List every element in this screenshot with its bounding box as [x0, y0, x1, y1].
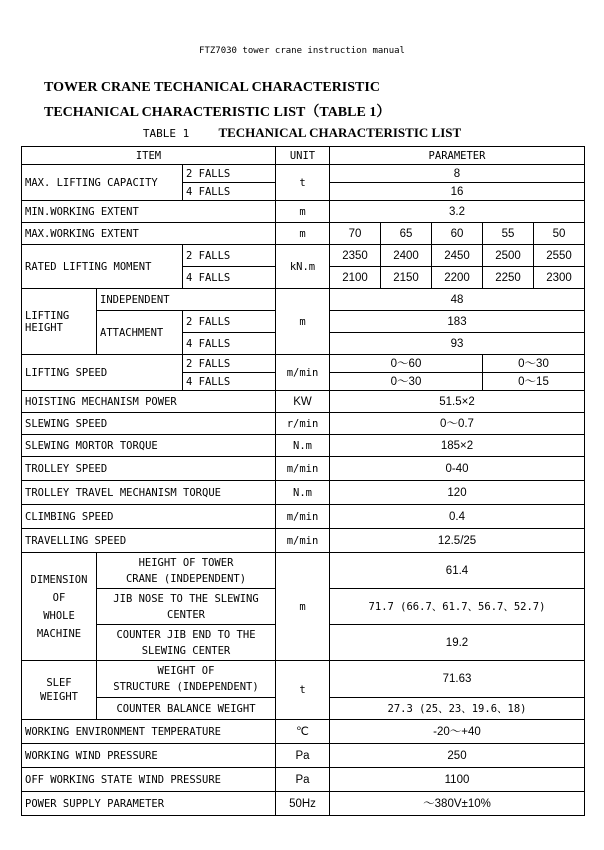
sub-label-line: WEIGHT OF — [157, 665, 215, 677]
unit-cell: m/min — [276, 355, 330, 391]
row-label: TRAVELLING SPEED — [22, 529, 276, 553]
row-label: LIFTING SPEED — [22, 355, 183, 391]
value-cell: 8 — [330, 165, 585, 183]
value-cell: 2300 — [534, 267, 585, 289]
row-label-line: LIFTING — [25, 309, 70, 322]
row-label: MIN.WORKING EXTENT — [22, 201, 276, 223]
row-label-line: OF — [52, 591, 66, 604]
value-cell: 48 — [330, 289, 585, 311]
unit-cell: 50Hz — [276, 792, 330, 816]
row-label: SLEWING MORTOR TORQUE — [22, 435, 276, 457]
value-cell: 2150 — [381, 267, 432, 289]
unit-cell: Pa — [276, 768, 330, 792]
row-label: MAX.WORKING EXTENT — [22, 223, 276, 245]
row-label-line: WHOLE — [43, 609, 75, 622]
table-row — [22, 223, 585, 245]
value-cell: 1100 — [330, 768, 585, 792]
row-label-line: HEIGHT — [25, 321, 63, 334]
table-row — [22, 792, 585, 816]
value-cell: 2350 — [330, 245, 381, 267]
value-cell: 3.2 — [330, 201, 585, 223]
table-row — [22, 553, 585, 589]
row-label — [22, 661, 97, 720]
value-cell: 120 — [330, 481, 585, 505]
unit-cell: m — [276, 289, 330, 355]
unit-cell: m/min — [276, 529, 330, 553]
value-cell: -20～+40 — [330, 720, 585, 744]
sub-label-line: CENTER — [167, 608, 205, 621]
falls-label: 4 FALLS — [183, 267, 276, 289]
unit-cell: kN.m — [276, 245, 330, 289]
characteristics-table — [21, 146, 585, 816]
table-row — [22, 481, 585, 505]
sub-label — [97, 661, 276, 698]
sub-label-line: COUNTER JIB END TO THE — [116, 628, 256, 641]
value-cell: 19.2 — [330, 625, 585, 661]
value-cell: 2550 — [534, 245, 585, 267]
unit-cell: KW — [276, 391, 330, 413]
falls-label: 2 FALLS — [183, 355, 276, 373]
table-row — [22, 201, 585, 223]
row-label: TROLLEY SPEED — [22, 457, 276, 481]
table-row — [22, 505, 585, 529]
row-label: SLEWING SPEED — [22, 413, 276, 435]
table-row — [22, 413, 585, 435]
table-row — [22, 768, 585, 792]
unit-cell: r/min — [276, 413, 330, 435]
value-cell: 250 — [330, 744, 585, 768]
table-row — [22, 165, 585, 183]
value-cell: 2450 — [432, 245, 483, 267]
sub-label-line: CRANE (INDEPENDENT) — [125, 572, 247, 585]
table-row — [22, 289, 585, 311]
value-cell: 61.4 — [330, 553, 585, 589]
table-row — [22, 457, 585, 481]
unit-cell: m — [276, 223, 330, 245]
row-label: POWER SUPPLY PARAMETER — [22, 792, 276, 816]
value-cell: ～380V±10% — [330, 792, 585, 816]
col-unit: UNIT — [276, 147, 330, 165]
col-parameter: PARAMETER — [330, 147, 585, 165]
sub-label: ATTACHMENT — [97, 311, 183, 355]
table-row — [22, 391, 585, 413]
value-cell: 0～30 — [330, 373, 483, 391]
row-label-line: WEIGHT — [40, 691, 78, 703]
unit-cell: N.m — [276, 435, 330, 457]
value-cell: 71.63 — [330, 661, 585, 698]
table-row — [22, 529, 585, 553]
falls-label: 2 FALLS — [183, 165, 276, 183]
table-row — [22, 435, 585, 457]
table-row — [22, 720, 585, 744]
value-cell: 0～60 — [330, 355, 483, 373]
table-row — [22, 355, 585, 373]
table-caption — [0, 125, 604, 141]
table-title: TECHANICAL CHARACTERISTIC LIST — [218, 125, 462, 140]
page-header: FTZ7030 tower crane instruction manual — [199, 46, 405, 56]
value-cell: 55 — [483, 223, 534, 245]
sub-label-line: SLEWING CENTER — [141, 644, 231, 657]
value-cell: 2200 — [432, 267, 483, 289]
value-cell: 0.4 — [330, 505, 585, 529]
unit-cell: ℃ — [276, 720, 330, 744]
row-label-line: SLEF — [46, 677, 72, 689]
row-label: OFF WORKING STATE WIND PRESSURE — [22, 768, 276, 792]
value-cell: 16 — [330, 183, 585, 201]
unit-cell: m — [276, 553, 330, 661]
value-cell: 70 — [330, 223, 381, 245]
row-label-line: MACHINE — [36, 627, 82, 640]
row-label: RATED LIFTING MOMENT — [22, 245, 183, 289]
row-label: WORKING ENVIRONMENT TEMPERATURE — [22, 720, 276, 744]
sub-label — [97, 553, 276, 589]
table-row — [22, 661, 585, 698]
value-cell: 71.7 (66.7、61.7、56.7、52.7) — [330, 589, 585, 625]
value-cell: 2400 — [381, 245, 432, 267]
falls-label: 2 FALLS — [183, 311, 276, 333]
unit-cell: m — [276, 201, 330, 223]
header-row — [22, 147, 585, 165]
value-cell: 0-40 — [330, 457, 585, 481]
value-cell: 2250 — [483, 267, 534, 289]
sub-label: COUNTER BALANCE WEIGHT — [97, 698, 276, 720]
value-cell: 2100 — [330, 267, 381, 289]
value-cell: 2500 — [483, 245, 534, 267]
value-cell: 50 — [534, 223, 585, 245]
falls-label: 4 FALLS — [183, 333, 276, 355]
unit-cell: t — [276, 661, 330, 720]
row-label — [22, 553, 97, 661]
value-cell: 0～15 — [483, 373, 585, 391]
unit-cell: N.m — [276, 481, 330, 505]
value-cell: 51.5×2 — [330, 391, 585, 413]
value-cell: 12.5/25 — [330, 529, 585, 553]
row-label: TROLLEY TRAVEL MECHANISM TORQUE — [22, 481, 276, 505]
row-label — [22, 289, 97, 355]
value-cell: 93 — [330, 333, 585, 355]
section-subtitle: TECHANICAL CHARACTERISTIC LIST（TABLE 1） — [44, 105, 391, 120]
value-cell: 65 — [381, 223, 432, 245]
sub-label-line: HEIGHT OF TOWER — [138, 556, 234, 569]
section-title: TOWER CRANE TECHANICAL CHARACTERISTIC — [44, 80, 380, 95]
value-cell: 60 — [432, 223, 483, 245]
falls-label: 2 FALLS — [183, 245, 276, 267]
value-cell: 27.3 (25、23、19.6、18) — [330, 698, 585, 720]
sub-label — [97, 589, 276, 625]
value-cell: 185×2 — [330, 435, 585, 457]
falls-label: 4 FALLS — [183, 373, 276, 391]
table-row — [22, 744, 585, 768]
sub-label: INDEPENDENT — [97, 289, 276, 311]
value-cell: 0～0.7 — [330, 413, 585, 435]
table-row — [22, 245, 585, 267]
unit-cell: m/min — [276, 505, 330, 529]
sub-label-line: JIB NOSE TO THE SLEWING — [113, 592, 259, 605]
row-label: CLIMBING SPEED — [22, 505, 276, 529]
unit-cell: Pa — [276, 744, 330, 768]
falls-label: 4 FALLS — [183, 183, 276, 201]
value-cell: 0～30 — [483, 355, 585, 373]
unit-cell: t — [276, 165, 330, 201]
table-number: TABLE 1 — [142, 127, 190, 140]
sub-label-line: STRUCTURE (INDEPENDENT) — [113, 681, 259, 693]
unit-cell: m/min — [276, 457, 330, 481]
row-label: HOISTING MECHANISM POWER — [22, 391, 276, 413]
row-label: WORKING WIND PRESSURE — [22, 744, 276, 768]
row-label: MAX. LIFTING CAPACITY — [22, 165, 183, 201]
col-item: ITEM — [22, 147, 276, 165]
row-label-line: DIMENSION — [30, 573, 88, 586]
sub-label — [97, 625, 276, 661]
value-cell: 183 — [330, 311, 585, 333]
